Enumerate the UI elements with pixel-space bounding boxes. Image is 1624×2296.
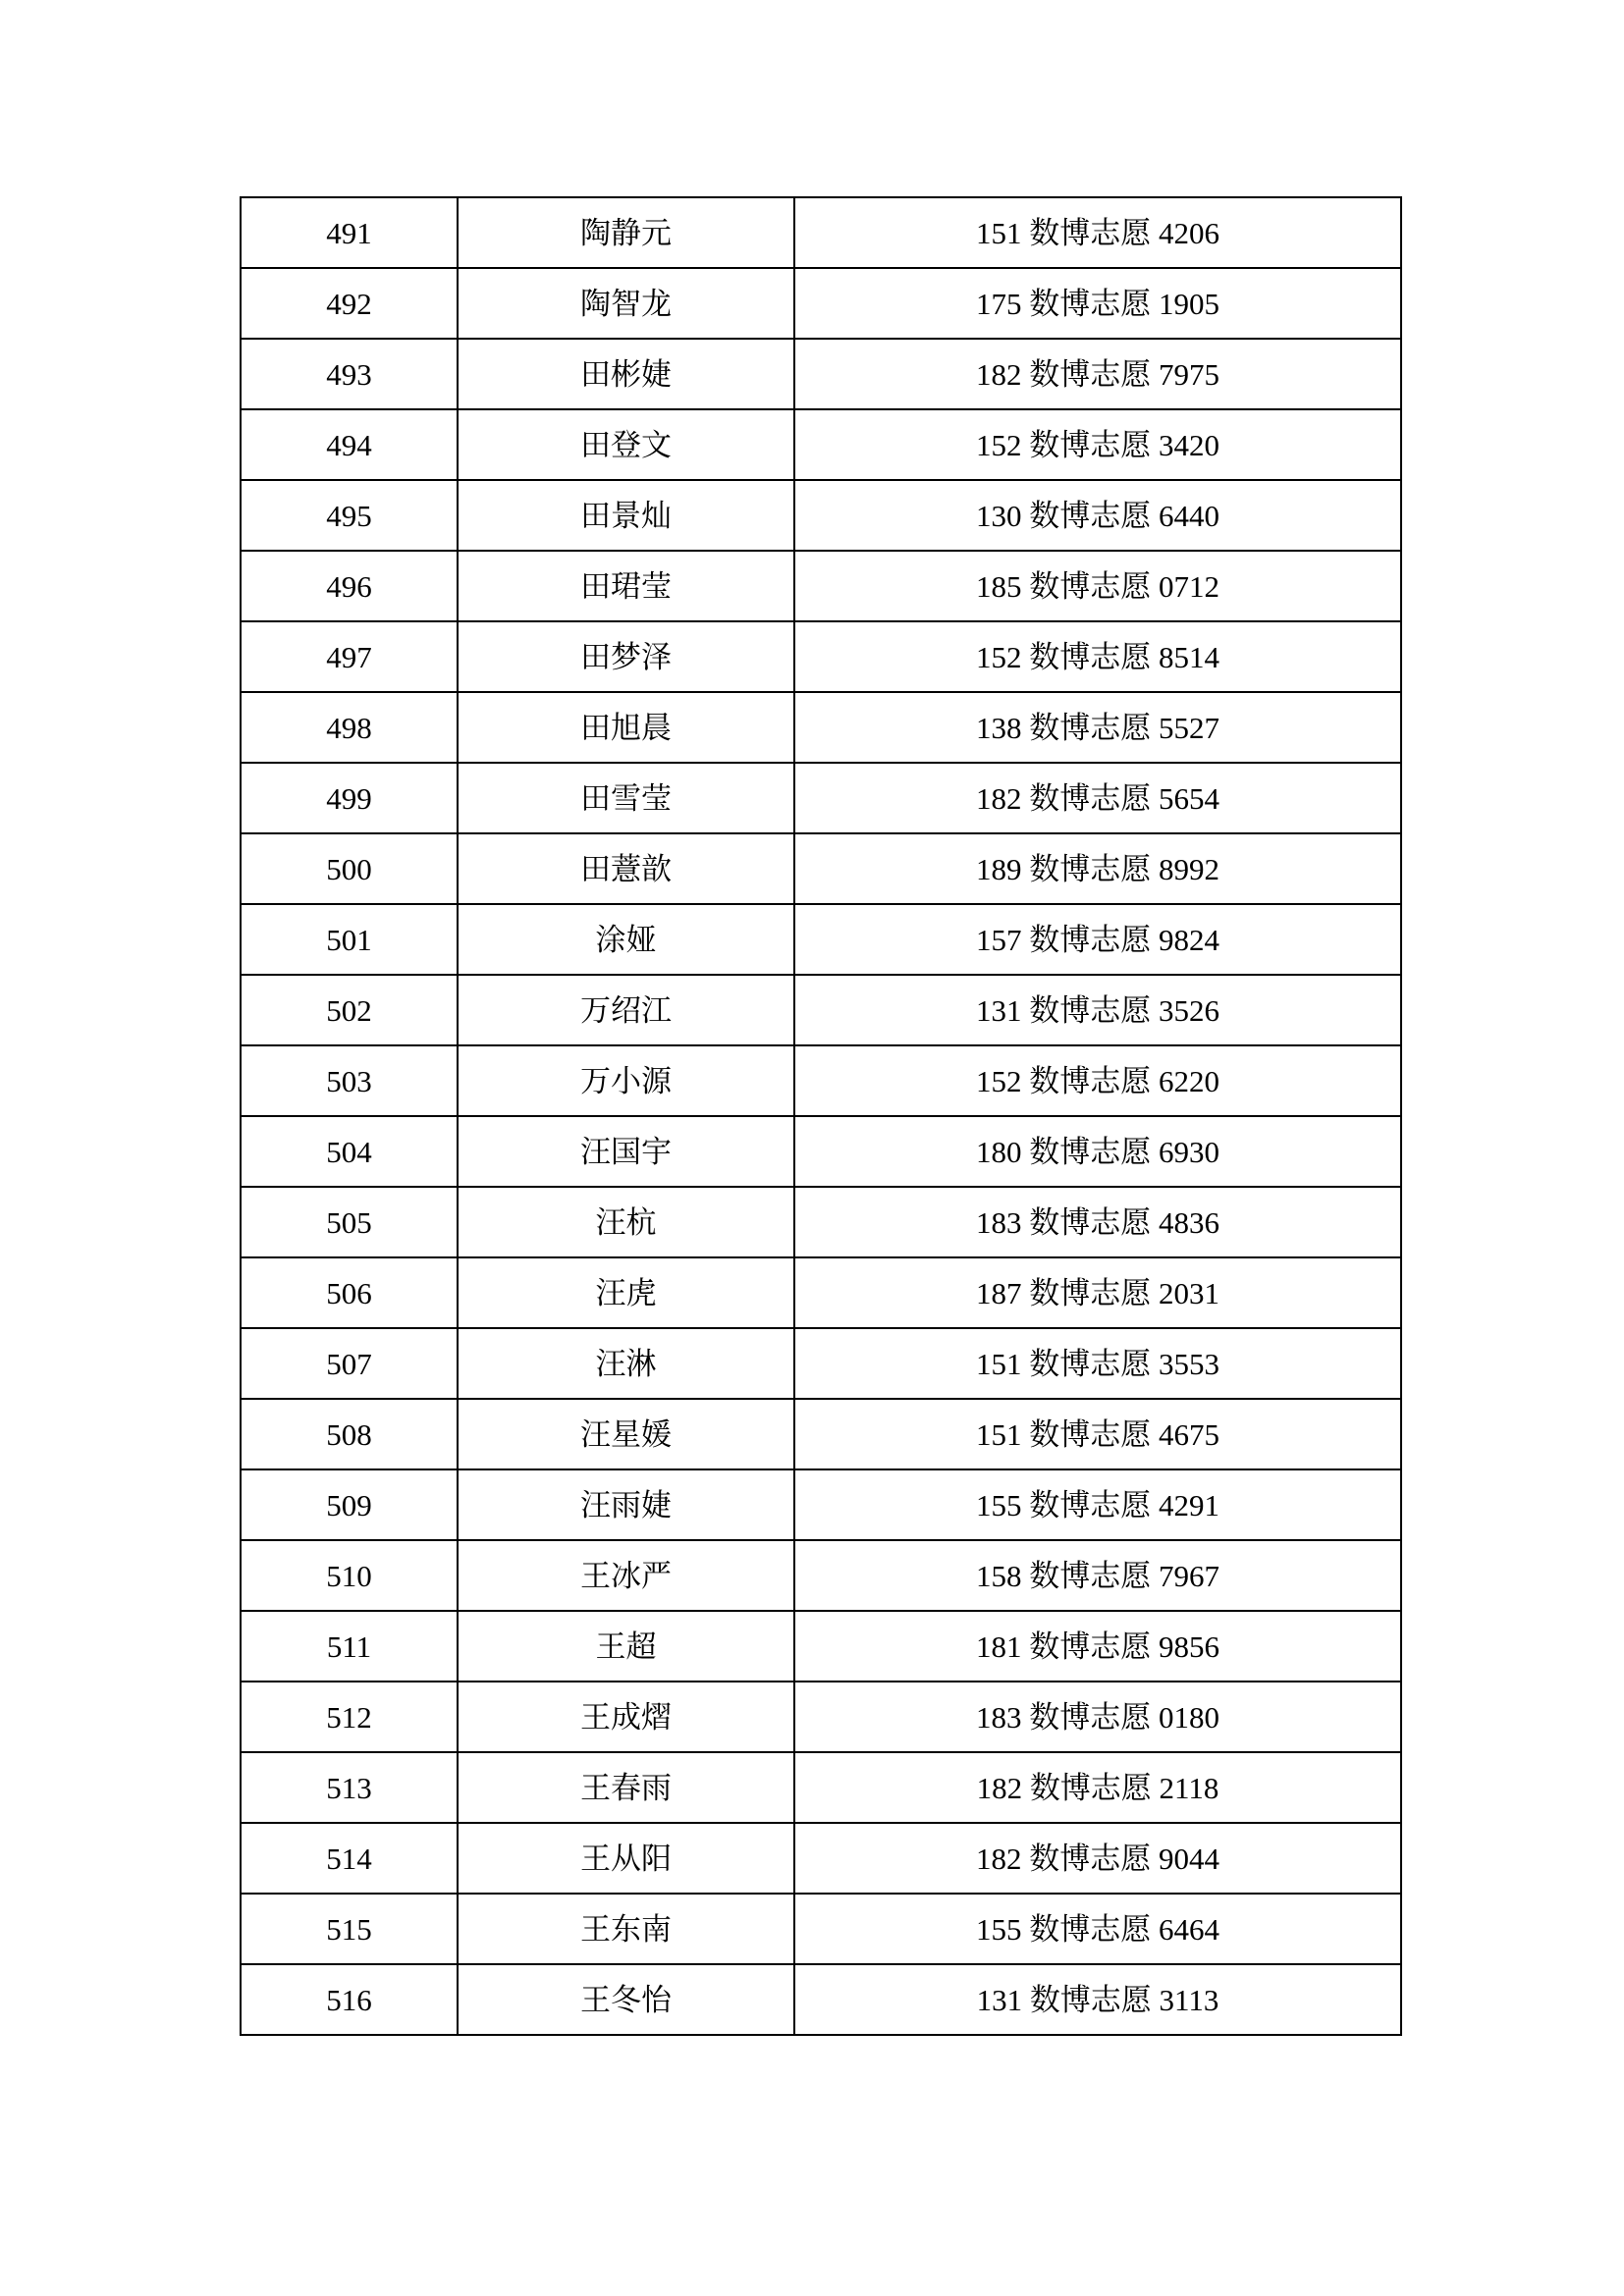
table-row — [241, 1116, 1401, 1187]
table-row — [241, 1328, 1401, 1399]
table-row — [241, 692, 1401, 763]
volunteer-code-cell: 152 数博志愿 3420 — [794, 409, 1401, 480]
name-cell: 田登文 — [458, 409, 794, 480]
table-row — [241, 197, 1401, 268]
table-row — [241, 1611, 1401, 1682]
table-row — [241, 1187, 1401, 1257]
table-row — [241, 904, 1401, 975]
volunteer-code-cell: 158 数博志愿 7967 — [794, 1540, 1401, 1611]
volunteer-code-cell: 130 数博志愿 6440 — [794, 480, 1401, 551]
name-cell: 万绍江 — [458, 975, 794, 1045]
name-cell: 田雪莹 — [458, 763, 794, 833]
name-cell: 田景灿 — [458, 480, 794, 551]
serial-cell: 510 — [241, 1540, 458, 1611]
volunteer-code-cell: 175 数博志愿 1905 — [794, 268, 1401, 339]
volunteer-code-cell: 182 数博志愿 9044 — [794, 1823, 1401, 1894]
table-row — [241, 1682, 1401, 1752]
volunteer-code-cell: 157 数博志愿 9824 — [794, 904, 1401, 975]
table-row — [241, 621, 1401, 692]
serial-cell: 502 — [241, 975, 458, 1045]
name-cell: 王从阳 — [458, 1823, 794, 1894]
serial-cell: 492 — [241, 268, 458, 339]
serial-cell: 499 — [241, 763, 458, 833]
volunteer-code-cell: 187 数博志愿 2031 — [794, 1257, 1401, 1328]
volunteer-code-cell: 183 数博志愿 0180 — [794, 1682, 1401, 1752]
serial-cell: 491 — [241, 197, 458, 268]
volunteer-code-cell: 131 数博志愿 3113 — [794, 1964, 1401, 2035]
name-cell: 汪雨婕 — [458, 1469, 794, 1540]
table-row — [241, 1894, 1401, 1964]
table-row — [241, 1823, 1401, 1894]
name-cell: 田梦泽 — [458, 621, 794, 692]
serial-cell: 493 — [241, 339, 458, 409]
volunteer-code-cell: 155 数博志愿 6464 — [794, 1894, 1401, 1964]
serial-cell: 501 — [241, 904, 458, 975]
serial-cell: 500 — [241, 833, 458, 904]
volunteer-code-cell: 152 数博志愿 6220 — [794, 1045, 1401, 1116]
serial-cell: 504 — [241, 1116, 458, 1187]
volunteer-code-cell: 180 数博志愿 6930 — [794, 1116, 1401, 1187]
table-row — [241, 1257, 1401, 1328]
name-cell: 万小源 — [458, 1045, 794, 1116]
serial-cell: 494 — [241, 409, 458, 480]
volunteer-code-cell: 182 数博志愿 5654 — [794, 763, 1401, 833]
volunteer-code-cell: 183 数博志愿 4836 — [794, 1187, 1401, 1257]
volunteer-code-cell: 151 数博志愿 4675 — [794, 1399, 1401, 1469]
name-cell: 陶智龙 — [458, 268, 794, 339]
name-cell: 田彬婕 — [458, 339, 794, 409]
table-row — [241, 1469, 1401, 1540]
volunteer-code-cell: 189 数博志愿 8992 — [794, 833, 1401, 904]
name-cell: 王冰严 — [458, 1540, 794, 1611]
table-row — [241, 339, 1401, 409]
name-cell: 陶静元 — [458, 197, 794, 268]
table-row — [241, 268, 1401, 339]
serial-cell: 516 — [241, 1964, 458, 2035]
serial-cell: 503 — [241, 1045, 458, 1116]
table-row — [241, 833, 1401, 904]
name-cell: 汪杭 — [458, 1187, 794, 1257]
serial-cell: 498 — [241, 692, 458, 763]
serial-cell: 514 — [241, 1823, 458, 1894]
table-row — [241, 1964, 1401, 2035]
serial-cell: 495 — [241, 480, 458, 551]
name-cell: 王东南 — [458, 1894, 794, 1964]
volunteer-code-cell: 151 数博志愿 3553 — [794, 1328, 1401, 1399]
table-row — [241, 763, 1401, 833]
volunteer-code-cell: 185 数博志愿 0712 — [794, 551, 1401, 621]
name-cell: 田珺莹 — [458, 551, 794, 621]
name-cell: 汪淋 — [458, 1328, 794, 1399]
volunteer-code-cell: 182 数博志愿 2118 — [794, 1752, 1401, 1823]
table-row — [241, 975, 1401, 1045]
volunteer-code-cell: 151 数博志愿 4206 — [794, 197, 1401, 268]
volunteer-code-cell: 138 数博志愿 5527 — [794, 692, 1401, 763]
name-cell: 涂娅 — [458, 904, 794, 975]
volunteer-code-cell: 181 数博志愿 9856 — [794, 1611, 1401, 1682]
table-body — [241, 197, 1401, 2035]
serial-cell: 512 — [241, 1682, 458, 1752]
table-row — [241, 1752, 1401, 1823]
table-row — [241, 1540, 1401, 1611]
name-cell: 王春雨 — [458, 1752, 794, 1823]
serial-cell: 496 — [241, 551, 458, 621]
serial-cell: 505 — [241, 1187, 458, 1257]
name-cell: 王冬怡 — [458, 1964, 794, 2035]
name-cell: 田旭晨 — [458, 692, 794, 763]
serial-cell: 506 — [241, 1257, 458, 1328]
name-cell: 王超 — [458, 1611, 794, 1682]
name-cell: 王成熠 — [458, 1682, 794, 1752]
volunteer-code-cell: 182 数博志愿 7975 — [794, 339, 1401, 409]
table-row — [241, 1399, 1401, 1469]
name-cell: 田薏歆 — [458, 833, 794, 904]
serial-cell: 497 — [241, 621, 458, 692]
volunteer-code-cell: 131 数博志愿 3526 — [794, 975, 1401, 1045]
name-cell: 汪虎 — [458, 1257, 794, 1328]
serial-cell: 511 — [241, 1611, 458, 1682]
serial-cell: 513 — [241, 1752, 458, 1823]
volunteer-roster-table — [240, 196, 1402, 2036]
table-row — [241, 409, 1401, 480]
volunteer-code-cell: 155 数博志愿 4291 — [794, 1469, 1401, 1540]
serial-cell: 515 — [241, 1894, 458, 1964]
serial-cell: 508 — [241, 1399, 458, 1469]
table-row — [241, 551, 1401, 621]
serial-cell: 509 — [241, 1469, 458, 1540]
name-cell: 汪星媛 — [458, 1399, 794, 1469]
volunteer-code-cell: 152 数博志愿 8514 — [794, 621, 1401, 692]
name-cell: 汪国宇 — [458, 1116, 794, 1187]
table-row — [241, 480, 1401, 551]
serial-cell: 507 — [241, 1328, 458, 1399]
table-row — [241, 1045, 1401, 1116]
